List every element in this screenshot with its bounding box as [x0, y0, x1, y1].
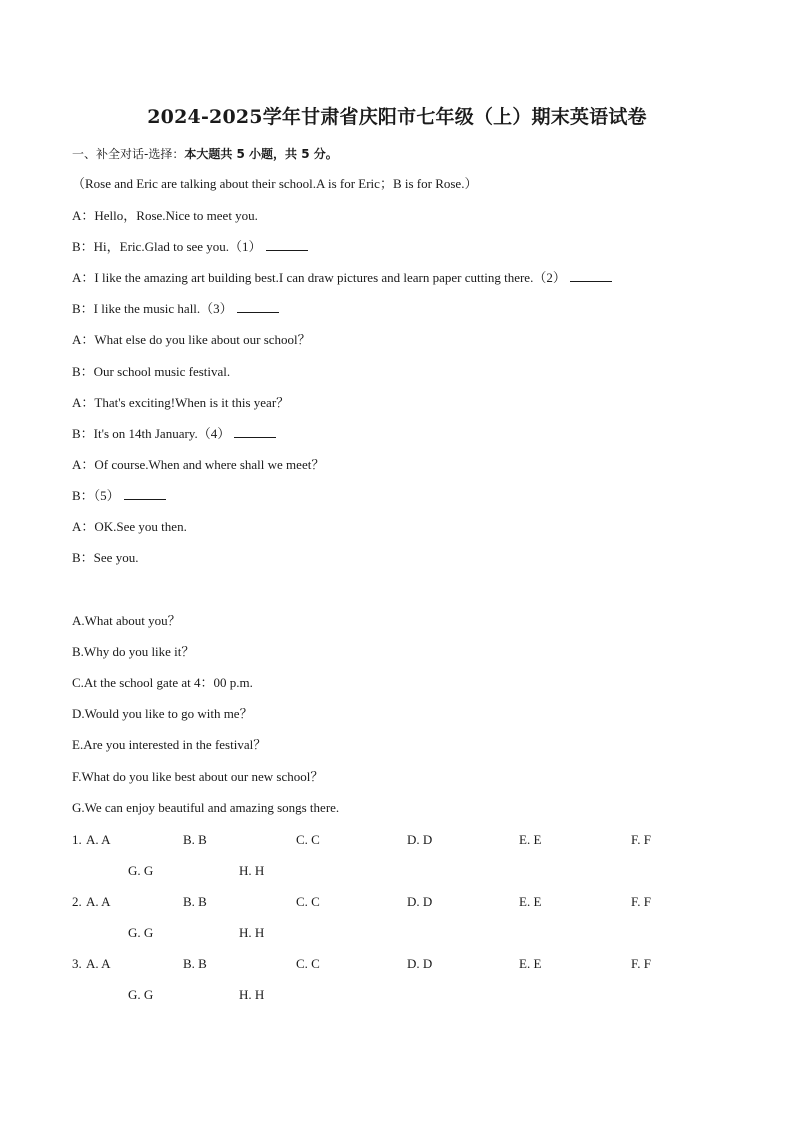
- answer-option[interactable]: F. F: [631, 956, 651, 971]
- answer-blank[interactable]: [266, 239, 308, 251]
- dialogue-text: B：I like the music hall.（3）: [72, 301, 233, 317]
- answer-option[interactable]: F. F: [631, 894, 651, 909]
- dialogue-line: [72, 518, 187, 536]
- dialogue-line: [72, 300, 279, 318]
- choice-item: B.Why do you like it？: [72, 644, 195, 660]
- choice-item: A.What about you？: [72, 613, 181, 628]
- answer-option[interactable]: B. B: [183, 832, 207, 847]
- answer-option[interactable]: C. C: [296, 832, 320, 847]
- answer-blank[interactable]: [124, 488, 166, 500]
- answer-blank[interactable]: [570, 270, 612, 282]
- answer-blank[interactable]: [237, 301, 279, 313]
- dialogue-line: [72, 269, 612, 287]
- answer-option[interactable]: D. D: [407, 832, 433, 847]
- answer-option[interactable]: A. A: [86, 832, 111, 847]
- question-number: 1.: [72, 832, 82, 847]
- dialogue-line: [72, 394, 289, 412]
- dialogue-line: [72, 487, 166, 505]
- dialogue-text: B：（5）: [72, 487, 120, 503]
- dialogue-text: A：That's exciting!When is it this year？: [72, 394, 290, 410]
- answer-option[interactable]: C. C: [296, 956, 320, 971]
- answer-option[interactable]: D. D: [407, 956, 433, 971]
- section-description: 本大题共 5 小题，共 5 分。: [184, 147, 338, 161]
- answer-option[interactable]: G. G: [128, 987, 154, 1002]
- choice-item: D.Would you like to go with me？: [72, 706, 253, 722]
- dialogue-line: [72, 331, 311, 349]
- question-number: 2.: [72, 894, 82, 909]
- answer-option[interactable]: A. A: [86, 956, 111, 971]
- answer-option[interactable]: E. E: [519, 956, 542, 971]
- dialogue-line: [72, 456, 324, 474]
- dialogue-line: [72, 238, 308, 256]
- question-number: 3.: [72, 956, 82, 971]
- answer-option[interactable]: C. C: [296, 894, 320, 909]
- section-prefix: 一、补全对话-选择：: [72, 147, 185, 161]
- dialogue-text: A：What else do you like about our school？: [72, 332, 311, 348]
- dialogue-text: A：Of course.When and where shall we meet？: [72, 456, 325, 472]
- choice-item: E.Are you interested in the festival？: [72, 737, 267, 753]
- answer-blank[interactable]: [234, 426, 276, 438]
- dialogue-text: B：Hi，Eric.Glad to see you.（1）: [72, 239, 262, 255]
- choice-item: F.What do you like best about our new school？: [72, 768, 324, 784]
- answer-option[interactable]: A. A: [86, 894, 111, 909]
- answer-option[interactable]: B. B: [183, 956, 207, 971]
- dialogue-line: [72, 363, 230, 381]
- dialogue-text: B：Our school music festival.: [72, 363, 231, 379]
- answer-option[interactable]: E. E: [519, 894, 542, 909]
- answer-option[interactable]: B. B: [183, 894, 207, 909]
- answer-option[interactable]: E. E: [519, 832, 542, 847]
- choice-item: C.At the school gate at 4：00 p.m.: [72, 675, 253, 691]
- dialogue-text: B：It's on 14th January.（4）: [72, 425, 231, 441]
- answer-option[interactable]: G. G: [128, 925, 154, 940]
- dialogue-text: B：See you.: [72, 550, 139, 566]
- answer-option[interactable]: D. D: [407, 894, 433, 909]
- dialogue-intro: （Rose and Eric are talking about their school.A is for Eric；B is for Rose.）: [72, 176, 478, 191]
- dialogue-text: A：I like the amazing art building best.I can draw pictures and learn paper cutting there.（2）: [72, 270, 566, 286]
- answer-option[interactable]: G. G: [128, 863, 154, 878]
- dialogue-text: A：Hello，Rose.Nice to meet you.: [72, 208, 258, 223]
- dialogue-text: A：OK.See you then.: [72, 519, 187, 534]
- choice-item: G.We can enjoy beautiful and amazing songs there.: [72, 799, 340, 815]
- dialogue-line: [72, 207, 258, 225]
- dialogue-line: [72, 549, 138, 567]
- dialogue-line: [72, 425, 276, 443]
- section-heading: [72, 145, 338, 163]
- answer-option[interactable]: H. H: [239, 863, 265, 878]
- answer-option[interactable]: H. H: [239, 987, 265, 1002]
- answer-option[interactable]: F. F: [631, 832, 651, 847]
- page-title: 2024-2025学年甘肃省庆阳市七年级（上）期末英语试卷: [147, 106, 647, 128]
- answer-option[interactable]: H. H: [239, 925, 265, 940]
